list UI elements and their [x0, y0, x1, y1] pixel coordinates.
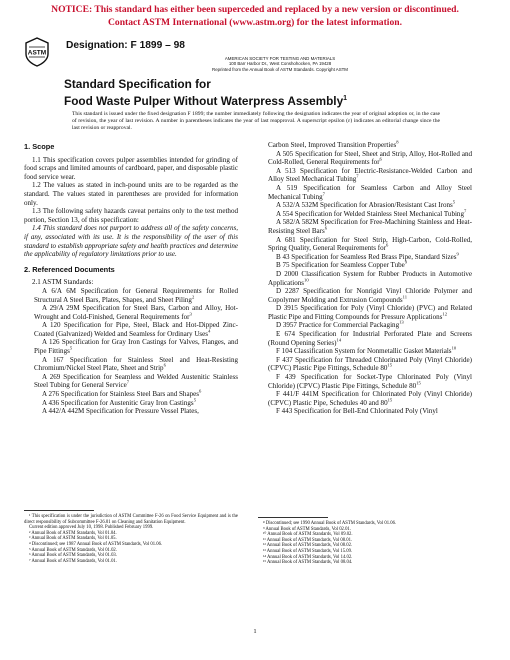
footnote-mark: 6 [385, 242, 389, 248]
footnote-mark: 15 [387, 363, 393, 369]
footnote-mark: 5 [193, 397, 196, 403]
footnote-mark: 9 [404, 259, 408, 265]
footnotes-right [258, 521, 472, 566]
footnote-mark: 5 [452, 199, 456, 205]
reference-item [24, 338, 238, 355]
reference-text: D 2287 Specification for Nonrigid Vinyl Chloride Polymer and Copolymer Molding and Extrusion Compounds [268, 287, 472, 304]
footnote-mark: 2 [191, 294, 195, 300]
supersession-notice [0, 3, 510, 29]
title-line-1: Standard Specification for [64, 77, 211, 91]
footnote-rule [258, 517, 328, 518]
reference-text: B 43 Specification for Seamless Red Brass Pipe, Standard Sizes [276, 252, 457, 261]
footnote: ⁶ Annual Book of ASTM Standards, Vol 01.03. [29, 553, 117, 559]
footnote: ⁸ Discontinued; see 1990 Annual Book of ASTM Standards, Vol 01.06. [263, 521, 397, 526]
footnote-mark: 4 [208, 328, 211, 334]
footnote-mark: 7 [126, 380, 130, 386]
reference-text: F 441/F 441M Specification for Chlorinated Poly (Vinyl Chloride) (CPVC) Plastic Pipe, Schedules 40 and 80 [268, 390, 472, 407]
scope-paragraph: 1.1 This specification covers pulper assemblies intended for grinding of food scraps and limited amounts of cardboard, paper, and disposable plastic food service wear. [24, 155, 238, 181]
footnote: ¹⁴ Annual Book of ASTM Standards, Vol 14.02. [263, 554, 353, 560]
footnote-mark: 5 [69, 345, 73, 351]
footnote-mark: 6 [198, 388, 202, 394]
reference-item [258, 236, 472, 253]
footnote-mark: 6 [324, 225, 328, 231]
reference-text: E 674 Specification for Industrial Perforated Plate and Screens (Round Opening Series) [268, 330, 472, 347]
reference-item [258, 210, 472, 219]
reference-text: F 443 Specification for Bell-End Chlorinated Poly (Vinyl [276, 407, 438, 416]
reference-text: D 2000 Classification System for Rubber Products in Automotive Applications [268, 269, 472, 287]
left-column [24, 143, 238, 416]
notice-line-2: Contact ASTM International (www.astm.org) for the latest information. [108, 17, 402, 28]
reference-text: A 126 Specification for Gray Iron Castings for Valves, Flanges, and Pipe Fittings [34, 338, 238, 356]
scope-paragraph: 1.4 This standard does not purport to address all of the safety concerns, if any, associated with its use. It is the responsibility of the user of this standard to establish appropriate safety and health practices and determine the applicability of regulatory limitations prior to use. [24, 224, 238, 259]
footnote-mark: 3 [189, 311, 192, 317]
reference-text: D 3915 Specification for Poly (Vinyl Chloride) (PVC) and Related Plastic Pipe and Fitting Compounds for Pressure Applications [268, 304, 472, 321]
designation: Designation: F 1899 – 98 [66, 40, 185, 51]
footnote: Current edition approved July 10, 1998. Published February 1999. [29, 525, 154, 531]
footnote-mark: 11 [402, 294, 408, 300]
footnote: ⁵ Annual Book of ASTM Standards, Vol 01.02. [29, 547, 117, 553]
scope-heading: 1. Scope [24, 142, 55, 151]
footnote: ¹⁵ Annual Book of ASTM Standards, Vol 08.04. [263, 560, 353, 566]
reference-item [24, 399, 238, 408]
reference-item [24, 287, 238, 304]
reference-item [258, 356, 472, 373]
reference-item [258, 347, 472, 356]
refdocs-subheading: 2.1 ASTM Standards: [32, 278, 94, 287]
footnote-mark: 12 [442, 311, 447, 317]
footnote-mark: 15 [387, 397, 393, 403]
footnote: ² Annual Book of ASTM Standards, Vol 01.04. [29, 530, 117, 536]
issuance-note: This standard is issued under the fixed designation F 1899; the number immediately following the designation indicates the year of original adoption or, in the case of revision, the year of last revision. A number in parentheses indicates the year of last reapproval. A superscript epsilon (ε) indicates an editorial change since the last revision or reapproval. [72, 111, 440, 132]
footnote-mark: 14 [336, 337, 342, 343]
reference-item [258, 167, 472, 184]
reference-item [258, 201, 472, 210]
reference-text: A 554 Specification for Welded Stainless Steel Mechanical Tubing [276, 209, 464, 218]
astm-logo-icon [24, 37, 50, 67]
reference-item [258, 330, 472, 347]
title-line-2 [64, 92, 484, 108]
reference-text: B 75 Specification for Seamless Copper Tube [276, 261, 405, 270]
reference-text: F 104 Classification System for Nonmetallic Gasket Materials [276, 347, 452, 356]
reference-text: A 681 Specification for Steel Strip, High-Carbon, Cold-Rolled, Spring Quality, General Requirements for [268, 235, 472, 253]
footnote-mark: 6 [379, 156, 382, 162]
reference-text: F 437 Specification for Threaded Chlorinated Poly (Vinyl Chloride) (CPVC) Plastic Pipe Fittings, Schedule 80 [268, 355, 472, 373]
footnote: ⁷ Annual Book of ASTM Standards, Vol 01.01. [29, 558, 117, 564]
footnote: ³ Annual Book of ASTM Standards, Vol 01.05. [29, 536, 117, 542]
reference-item [24, 407, 238, 416]
right-column [258, 141, 472, 416]
footnote: ¹¹ Annual Book of ASTM Standards, Vol 08.01. [263, 537, 353, 543]
reference-text: A 167 Specification for Stainless Steel and Heat-Resisting Chromium/Nickel Steel Plate, Sheet and Strip [34, 355, 238, 373]
reference-text: D 3957 Practice for Commercial Packaging [276, 321, 400, 330]
reference-text: Carbon Steel, Improved Transition Properties [268, 141, 397, 149]
footnote: ¹³ Annual Book of ASTM Standards, Vol 15.09. [263, 548, 353, 554]
reference-item [258, 150, 472, 167]
footnote-mark: 7 [356, 174, 359, 180]
reference-text: A 6/A 6M Specification for General Requirements for Rolled Structural A Steel Bars, Plates, Shapes, and Sheet Piling [34, 286, 238, 304]
reference-item [258, 287, 472, 304]
notice-line-1: NOTICE: This standard has either been superceded and replaced by a new version or discontinued. [51, 4, 459, 15]
footnote-mark: 7 [322, 191, 325, 197]
title-main: Food Waste Pulper Without Waterpress Assembly [64, 93, 344, 108]
footnote-mark: 9 [456, 251, 459, 257]
footnote: ¹⁰ Annual Book of ASTM Standards, Vol 09.02. [263, 532, 353, 538]
reference-item [24, 373, 238, 390]
reference-item [258, 184, 472, 201]
refdocs-heading: 2. Referenced Documents [24, 264, 115, 274]
footnote-mark: 7 [463, 208, 467, 214]
footnote-rule [24, 510, 94, 511]
footnote: ⁴ Discontinued; see 1987 Annual Book of ASTM Standards, Vol 01.06. [29, 541, 163, 547]
footnote: ¹² Annual Book of ASTM Standards, Vol 08.02. [263, 543, 353, 549]
reference-text: A 505 Specification for Steel, Sheet and Strip, Alloy, Hot-Rolled and Cold-Rolled, General Requirements for [268, 149, 472, 167]
reference-text: F 439 Specification for Socket-Type Chlorinated Poly (Vinyl Chloride) (CPVC) Plastic Pipe Fittings, Schedule 80 [268, 373, 472, 390]
reference-text: A 513 Specification for Electric-Resistance-Welded Carbon and Alloy Steel Mechanical Tubing [268, 166, 472, 184]
reference-text: A 582/A 582M Specification for Free-Machining Stainless and Heat-Resisting Steel Bars [268, 218, 472, 235]
footnote: ⁹ Annual Book of ASTM Standards, Vol 02.01. [263, 526, 351, 532]
reference-text: A 120 Specification for Pipe, Steel, Black and Hot-Dipped Zinc-Coated (Galvanized) Welded and Seamless for Ordinary Uses [34, 321, 238, 338]
reprint-note: Reprinted from the Annual Book of ASTM Standards. Copyright ASTM [212, 66, 348, 72]
reference-item [258, 407, 472, 416]
reference-text: A 519 Specification for Seamless Carbon and Alloy Steel Mechanical Tubing [268, 183, 472, 201]
footnote-mark: 10 [304, 277, 309, 283]
svg-text:ASTM: ASTM [27, 49, 47, 57]
footnote-mark: 10 [451, 345, 457, 351]
title-footnote-mark: 1 [343, 94, 348, 102]
reference-item [258, 141, 472, 150]
reference-list [258, 141, 472, 416]
society-block [150, 56, 410, 72]
reference-item [24, 356, 238, 373]
footnote-mark: 6 [163, 362, 166, 368]
page-number: 1 [253, 628, 257, 635]
footnote-mark: 15 [416, 380, 421, 386]
reference-item [258, 218, 472, 235]
scope-paragraph: 1.2 The values as stated in inch-pound units are to be regarded as the standard. The values stated in parentheses are provided for information only. [24, 181, 238, 207]
footnote-mark: 8 [396, 139, 399, 145]
document-title [64, 78, 484, 108]
reference-text: A 29/A 29M Specification for Steel Bars, Carbon and Alloy, Hot-Wrought and Cold-Finished, General Requirements for [34, 304, 238, 321]
reference-text: A 532/A 532M Specification for Abrasion/Resistant Cast Irons [276, 201, 453, 210]
reference-item [258, 261, 472, 270]
footnote-mark: 13 [399, 320, 404, 326]
reference-item [24, 321, 238, 338]
reference-text: A 276 Specification for Stainless Steel Bars and Shapes [42, 390, 199, 399]
reference-item [24, 304, 238, 321]
society-name: AMERICAN SOCIETY FOR TESTING AND MATERIALS [224, 56, 336, 61]
society-address: 100 Barr Harbor Dr., West Conshohocken, PA 19428 [228, 61, 332, 67]
reference-item [24, 390, 238, 399]
footnotes-left [24, 514, 238, 564]
reference-text: A 442/A 442M Specification for Pressure Vessel Plates, [42, 407, 199, 416]
reference-list [24, 287, 238, 416]
reference-item [258, 270, 472, 287]
reference-text: A 269 Specification for Seamless and Welded Austenitic Stainless Steel Tubing for General Service [34, 372, 238, 390]
reference-item [258, 390, 472, 407]
reference-text: A 436 Specification for Austenitic Gray Iron Castings [42, 398, 194, 407]
reference-item [258, 373, 472, 390]
footnote: ¹ This specification is under the jurisdiction of ASTM Committee F-26 on Food Service Equipment and is the direct responsibility of Subcommittee F-26.01 on Cleaning and Sanitation Equipment. [24, 514, 238, 525]
reference-item [258, 304, 472, 321]
reference-item [258, 321, 472, 330]
scope-paragraph: 1.3 The following safety hazards caveat pertains only to the test method portion, Section 13, of this specification: [24, 207, 238, 224]
